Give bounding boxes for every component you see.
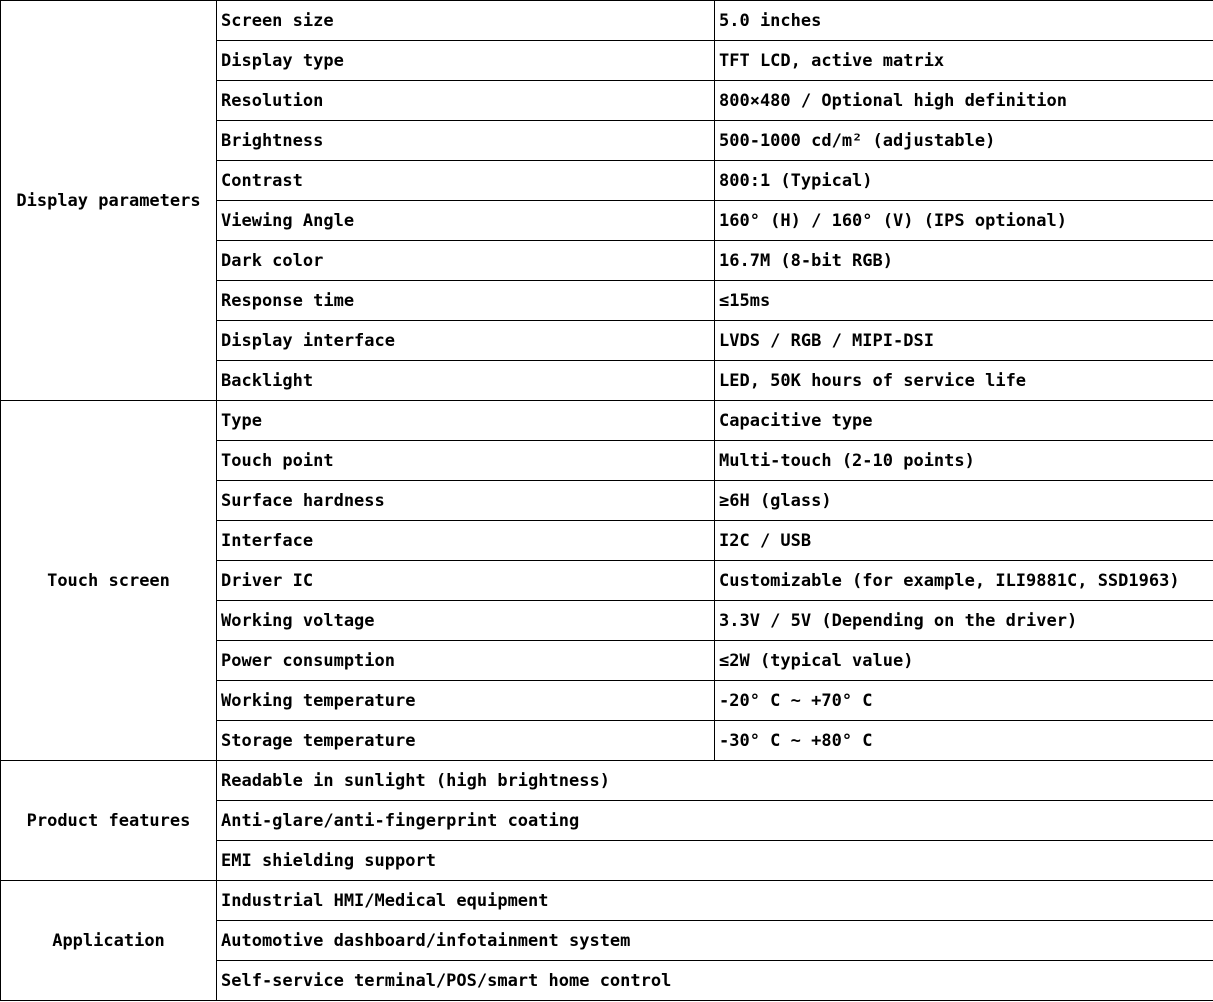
param-value: 16.7M (8-bit RGB)	[715, 241, 1213, 281]
param-value: Capacitive type	[715, 401, 1213, 441]
param-name: Contrast	[217, 161, 715, 201]
param-name: Brightness	[217, 121, 715, 161]
param-name: Power consumption	[217, 641, 715, 681]
param-name: Driver IC	[217, 561, 715, 601]
param-name: Storage temperature	[217, 721, 715, 761]
feature-item: Anti-glare/anti-fingerprint coating	[217, 801, 1213, 841]
param-value: 160° (H) / 160° (V) (IPS optional)	[715, 201, 1213, 241]
feature-item: Readable in sunlight (high brightness)	[217, 761, 1213, 801]
table-row	[1, 881, 1213, 921]
param-name: Screen size	[217, 1, 715, 41]
param-name: Interface	[217, 521, 715, 561]
group-label-features: Product features	[1, 761, 217, 881]
param-value: ≤2W (typical value)	[715, 641, 1213, 681]
param-value: I2C / USB	[715, 521, 1213, 561]
param-value: LED, 50K hours of service life	[715, 361, 1213, 401]
param-value: Multi-touch (2-10 points)	[715, 441, 1213, 481]
param-value: 5.0 inches	[715, 1, 1213, 41]
param-name: Dark color	[217, 241, 715, 281]
param-name: Resolution	[217, 81, 715, 121]
param-name: Display type	[217, 41, 715, 81]
application-item: Industrial HMI/Medical equipment	[217, 881, 1213, 921]
param-value: ≤15ms	[715, 281, 1213, 321]
param-name: Backlight	[217, 361, 715, 401]
table-row	[1, 401, 1213, 441]
param-name: Display interface	[217, 321, 715, 361]
param-value: 800×480 / Optional high definition	[715, 81, 1213, 121]
param-name: Viewing Angle	[217, 201, 715, 241]
param-value: ≥6H (glass)	[715, 481, 1213, 521]
param-value: -30° C ~ +80° C	[715, 721, 1213, 761]
table-row	[1, 761, 1213, 801]
param-value: LVDS / RGB / MIPI-DSI	[715, 321, 1213, 361]
table-row	[1, 1, 1213, 41]
feature-item: EMI shielding support	[217, 841, 1213, 881]
group-label-touch: Touch screen	[1, 401, 217, 761]
param-value: 500-1000 cd/m² (adjustable)	[715, 121, 1213, 161]
group-label-display: Display parameters	[1, 1, 217, 401]
param-name: Type	[217, 401, 715, 441]
param-value: Customizable (for example, ILI9881C, SSD1963)	[715, 561, 1213, 601]
param-value: -20° C ~ +70° C	[715, 681, 1213, 721]
param-name: Surface hardness	[217, 481, 715, 521]
param-name: Working temperature	[217, 681, 715, 721]
param-value: 800:1 (Typical)	[715, 161, 1213, 201]
param-value: TFT LCD, active matrix	[715, 41, 1213, 81]
param-name: Working voltage	[217, 601, 715, 641]
param-name: Touch point	[217, 441, 715, 481]
group-label-application: Application	[1, 881, 217, 1001]
param-value: 3.3V / 5V (Depending on the driver)	[715, 601, 1213, 641]
application-item: Self-service terminal/POS/smart home control	[217, 961, 1213, 1001]
param-name: Response time	[217, 281, 715, 321]
application-item: Automotive dashboard/infotainment system	[217, 921, 1213, 961]
